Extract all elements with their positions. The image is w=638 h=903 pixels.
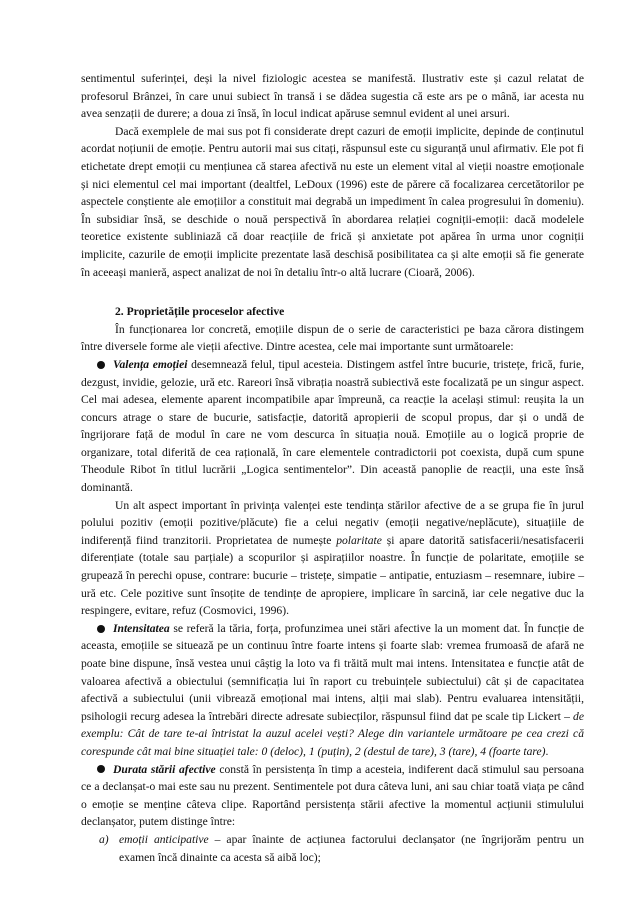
document-page — [81, 70, 584, 866]
term-emotii-anticipative: emoții anticipative — [119, 832, 209, 846]
paragraph-text: și apare datorită satisfacerii/nesatisfacerii diferențiate (totale sau parțiale) a scopurilor și aspirațiilor noastre. În funcție de polaritate, emoțiile se grupează în perechi opuse, contrare: bucurie – tristețe, simpatie – antipatie, entuziasm – resemnare, iubire – ură etc. Cele pozitive sunt însoțite de tendințe de apropiere, implicare în sarcină, iar cele negative duc la respingere, evitare, refuz (Cosmovici, 1996). — [81, 533, 584, 618]
bullet-intensitatea — [81, 620, 584, 761]
list-item-label: a) — [99, 832, 109, 846]
bullet-dot-icon — [97, 765, 105, 773]
bullet-text-end: . — [545, 744, 549, 758]
bullet-dot-icon — [97, 625, 105, 633]
section-heading: 2. Proprietățile proceselor afective — [115, 305, 285, 319]
bullet-dot-icon — [97, 361, 105, 369]
paragraph-text: Un alt aspect important în privința valenței este tendința stărilor afective de a se grupa fie în jurul polului pozitiv (emoții pozitive/plăcute) fie a celui negativ (emoții negative/neplăcute), situațiile de indiferență fiind tranzitorii. Proprietatea de numește — [81, 498, 584, 547]
bullet-durata — [81, 761, 584, 831]
paragraph-intro-proprietati — [81, 321, 584, 356]
term-intensitatea: Intensitatea — [113, 621, 170, 635]
term-polaritate: polaritate — [336, 533, 382, 547]
bullet-text: constă în persistența în timp a acesteia, indiferent dacă stimulul sau persoana ce a declanșat-o mai este sau nu prezent. Sentimentele pot dura câteva luni, ani sau chiar toată viața pe când o emoție se menține câteva clipe. Raportând persistența stării afective la momentul acțiunii stimulului declanșator, putem distinge între: — [81, 762, 584, 829]
paragraph-text: Dacă exemplele de mai sus pot fi considerate drept cazuri de emoții implicite, depinde de conținutul acordat noțiunii de emoție. Pentru autorii mai sus citați, răspunsul este cu siguranță unul afirmativ. Ele pot fi etichetate drept emoții cu mențiunea că starea afectivă nu este un element vital al vieții noastre emoționale și nici elementul cel mai important (dealtfel, LeDoux (1996) este de părere că focalizarea cercetătorilor pe aspectele conștiente ale emoțiilor a constituit mai degrabă un impediment în calea progresului în domeniu). În subsidiar însă, se deschide o nouă perspectivă în abordarea relației cogniții-emoții: dacă modelele teoretice existente subliniază că doar reacțiile de frică și anxietate pot apărea în urma unor cogniții implicite, cazurile de emoții implicite prezentate lasă deschisă posibilitatea ca și alte emoții să fie generate în aceeași manieră, aspect analizat de noi în detaliu într-o altă lucrare (Cioară, 2006). — [81, 124, 584, 279]
paragraph-polaritate — [81, 497, 584, 620]
paragraph-text: sentimentul suferinței, deși la nivel fiziologic acestea se manifestă. Ilustrativ este și cazul relatat de profesorul Brânzei, în care unui subiect în transă i se dădea sugestia că este ars pe o mână, iar acesta nu avea senzații de durere; a doua zi însă, în locul indicat apăruse semnul evident al unei arsuri. — [81, 72, 584, 121]
list-item-text: – apar înainte de acțiunea factorului declanșator (ne îngrijorăm pentru un examen încă dinainte ca acesta să aibă loc); — [119, 832, 584, 864]
paragraph-text: În funcționarea lor concretă, emoțiile dispun de o serie de caracteristici pe baza cărora distingem între diversele forme ale vieții afective. Dintre acestea, cele mai importante sunt următoarele: — [81, 322, 584, 354]
bullet-valenta — [81, 356, 584, 497]
paragraph-arsuri — [81, 70, 584, 123]
spacer — [81, 281, 584, 303]
bullet-text: se referă la tăria, forța, profunzimea unei stări afective la un moment dat. În funcție de aceasta, emoțiile se situează pe un continuu între foarte intens și foarte slab: vremea frumoasă de afară ne poate bine dispune, însă vestea unui câștig la loto va fi trăită mult mai intens. Intensitatea e funcție atât de valoarea afectivă a obiectului (semnificația lui în raport cu trebuințele subiectului) cât și de capacitatea afectivă a subiectului (unii vibrează emoțional mai intens, alții mai slab). Pentru evaluarea intensității, psihologii recurg adesea la întrebări directe adresate subiecților, răspunsul fiind dat pe scale tip Lickert – — [81, 621, 584, 723]
list-item-a — [81, 831, 584, 866]
example-text: de exemplu: Cât de tare te-ai întristat la auzul acelei vești? Alege din variantele următoare pe cea crezi că corespunde cât mai bine situației tale: 0 (deloc), 1 (puțin), 2 (destul de tare), 3 (tare), 4 (foarte tare) — [81, 709, 584, 758]
paragraph-emotii-implicite — [81, 123, 584, 281]
bullet-text: desemnează felul, tipul acesteia. Distingem astfel între bucurie, tristețe, frică, furie, dezgust, invidie, gelozie, ură etc. Rareori însă vibrația noastră subiectivă este focalizată pe un singur aspect. Cel mai adesea, elemente aparent incompatibile apar împreună, ca reacție la același stimul: reușita la un concurs atrage o stare de bucurie, satisfacție, datorită apropierii de scopul propus, dar și o undă de îngrijorare față de modul în care ne vom descurca în situația nouă. Emoțiile au o logică proprie de organizare, total diferită de cea rațională, în care elementele contradictorii pot coexista, după cum spune Theodule Ribot în titlul lucrării „Logica sentimentelor”. Din această panoplie de reacții, una este însă dominantă. — [81, 357, 584, 495]
term-durata: Durata stării afective — [113, 762, 216, 776]
term-valenta: Valența emoției — [113, 357, 188, 371]
